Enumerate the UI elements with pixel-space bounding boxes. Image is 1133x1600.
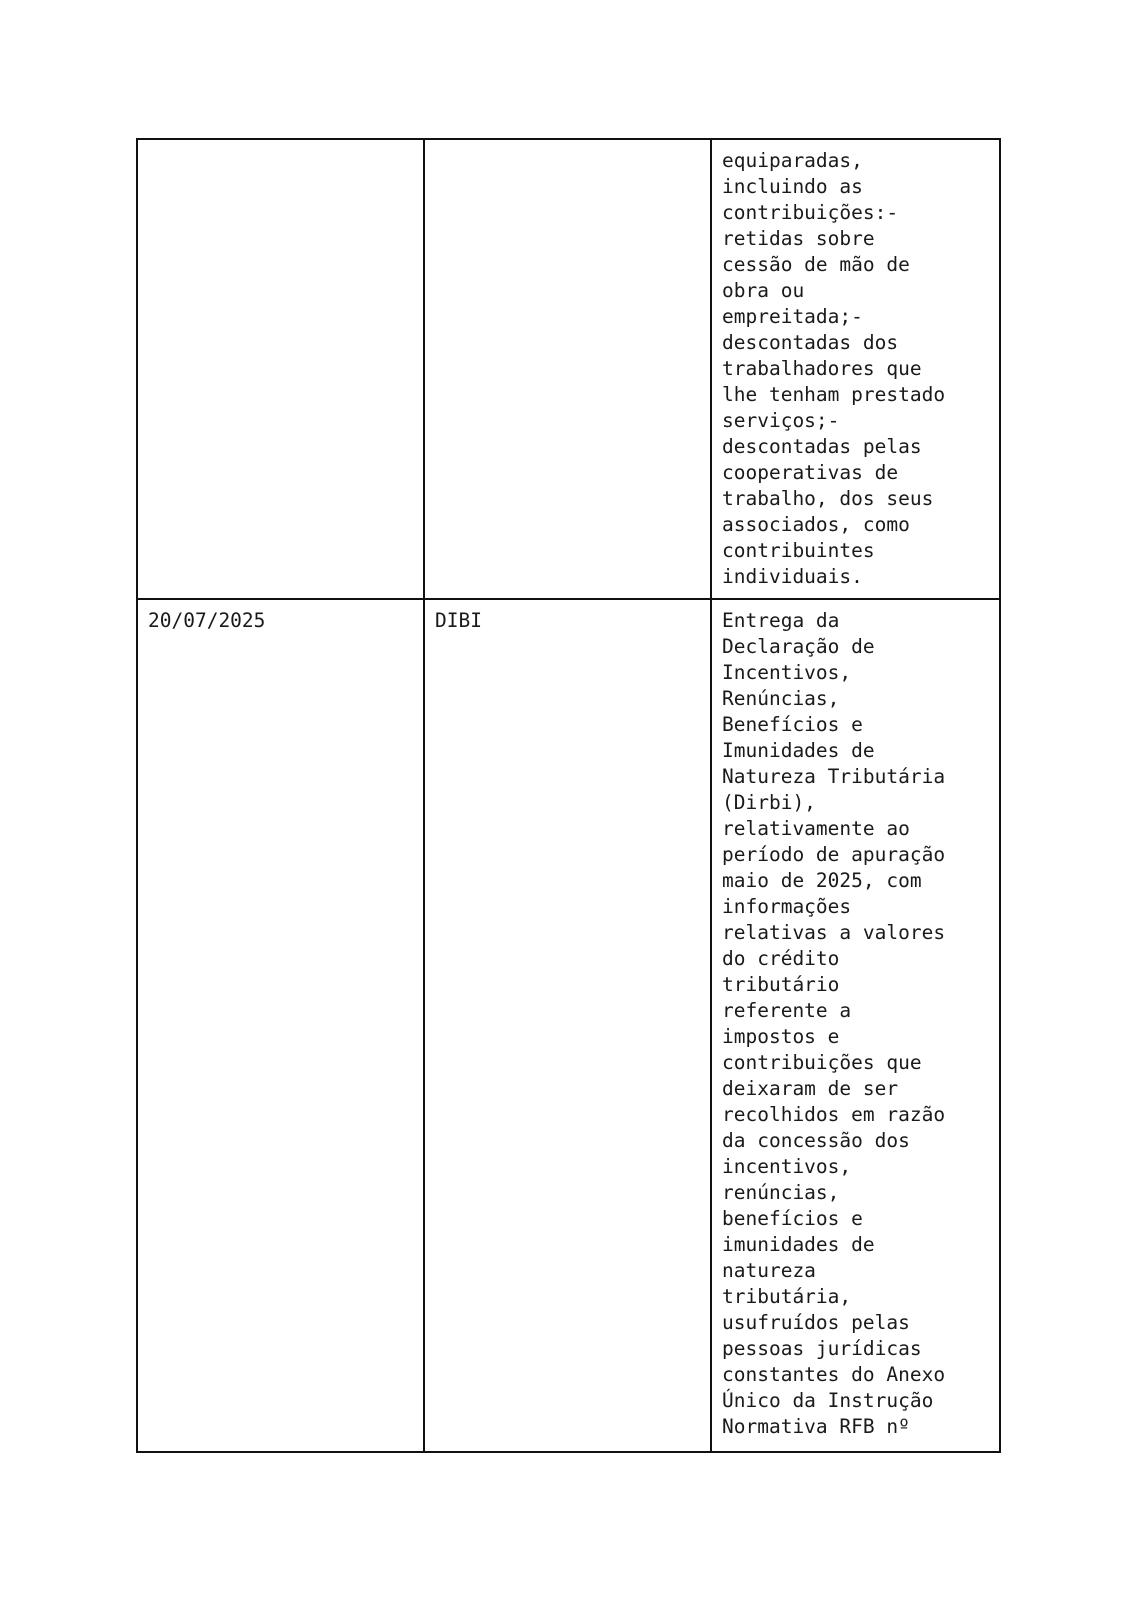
date-cell: 20/07/2025 <box>137 599 424 1452</box>
code-cell: DIBI <box>424 599 711 1452</box>
table-row <box>137 139 1000 599</box>
description-cell: equiparadas, incluindo as contribuições:- retidas sobre cessão de mão de obra ou empreitada;- descontadas dos trabalhadores que lhe tenham prestado serviços;- descontadas pelas cooperativas de trabalho, dos seus associados, como contribuintes individuais. <box>711 139 1000 599</box>
table-row <box>137 599 1000 1452</box>
description-cell: Entrega da Declaração de Incentivos, Renúncias, Benefícios e Imunidades de Natureza Tributária (Dirbi), relativamente ao período de apuração maio de 2025, com informações relativas a valores do crédito tributário referente a impostos e contribuições que deixaram de ser recolhidos em razão da concessão dos incentivos, renúncias, benefícios e imunidades de natureza tributária, usufruídos pelas pessoas jurídicas constantes do Anexo Único da Instrução Normativa RFB nº <box>711 599 1000 1452</box>
date-cell <box>137 139 424 599</box>
obligations-table <box>136 138 1001 1453</box>
code-cell <box>424 139 711 599</box>
